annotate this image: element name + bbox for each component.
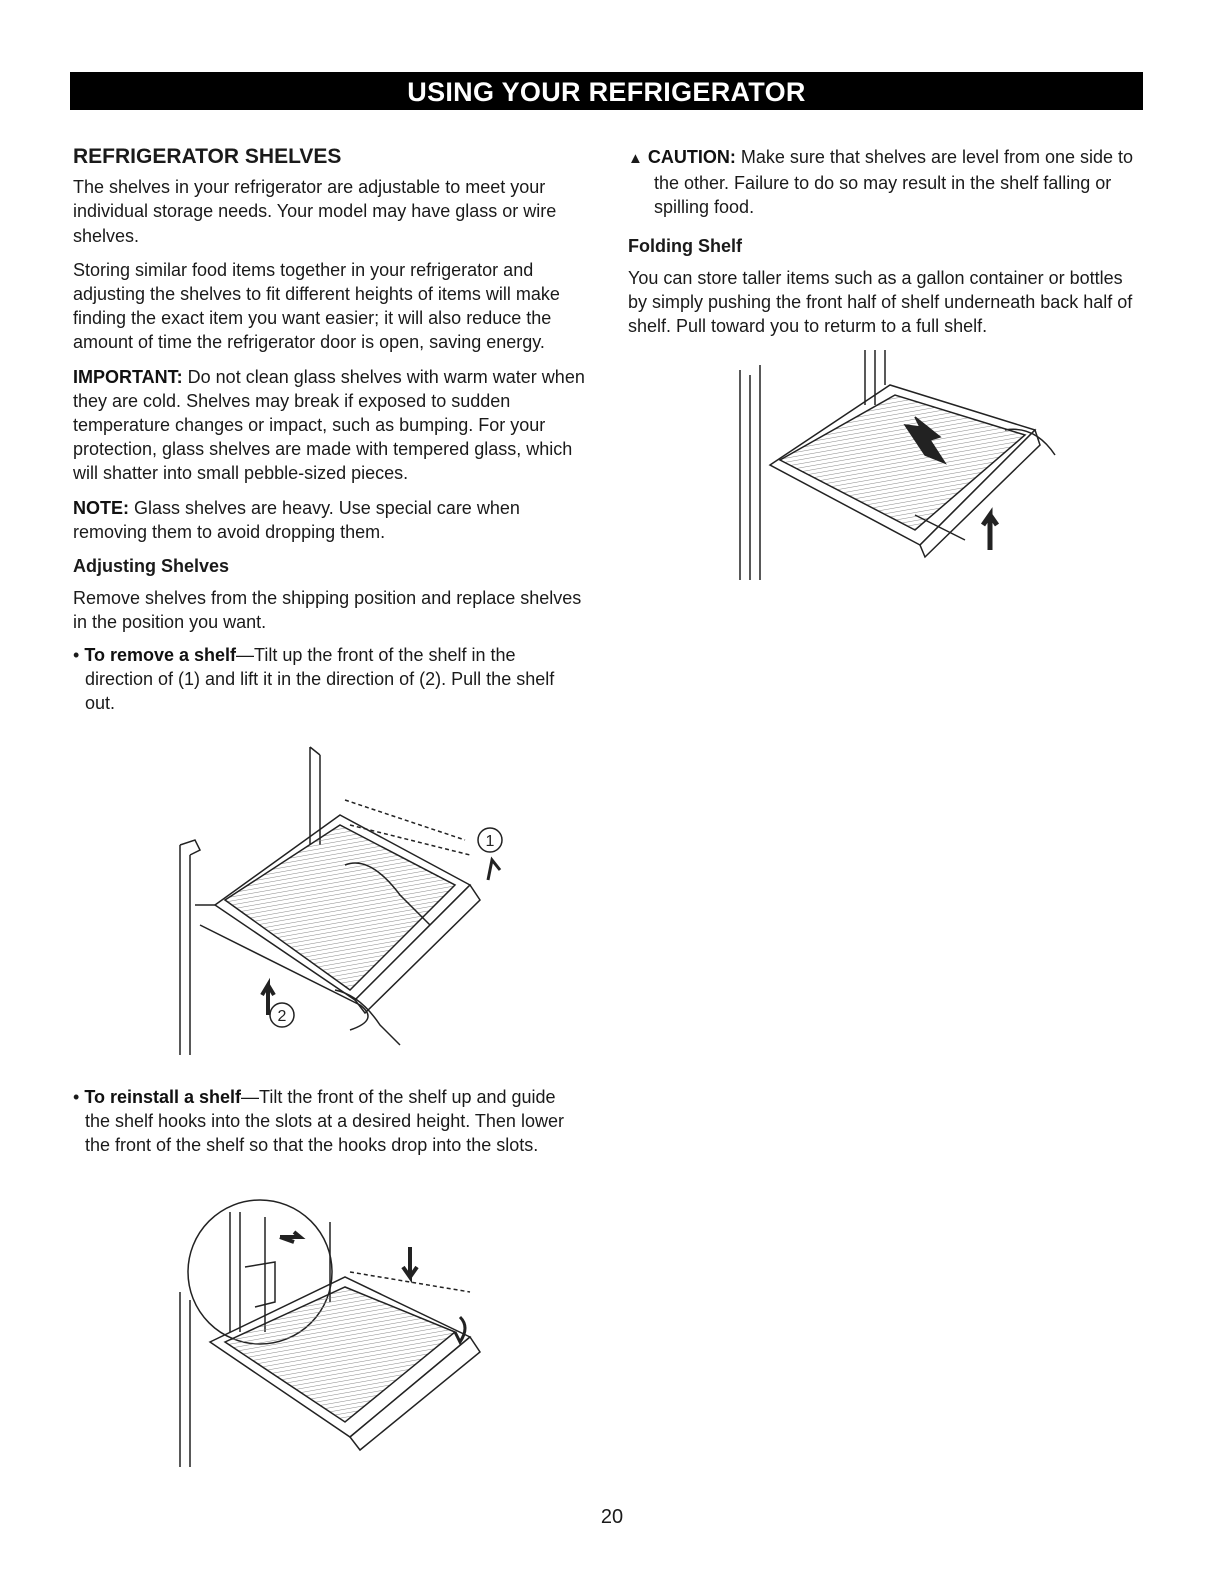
- storage-paragraph: Storing similar food items together in your refrigerator and adjusting the shelves to fit different heights of items will make finding the exact item you want easier; it will also reduce the amount of time the refrigerator door is open, saving energy.: [73, 259, 560, 353]
- reinstall-shelf-label: To reinstall a shelf: [84, 1087, 242, 1107]
- note-paragraph: [73, 496, 588, 544]
- page-number: 20: [600, 1506, 624, 1528]
- intro-paragraph: The shelves in your refrigerator are adjustable to meet your individual storage needs. Your model may have glass or wire shelves.: [73, 177, 557, 246]
- section-heading: REFRIGERATOR SHELVES: [73, 145, 342, 168]
- important-text: Do not clean glass shelves with warm water when they are cold. Shelves may break if exposed to sudden temperature changes or impact, such as bumping. For your protection, glass shelves are made with tempered glass, which will shatter into small pebble-sized pieces.: [73, 366, 585, 484]
- reinstall-shelf-illustration: [170, 1192, 500, 1472]
- reinstall-shelf-text: —Tilt the front of the shelf up and guide the shelf hooks into the slots at a desired height. Then lower the front of the shelf so that the hooks drop into the slots.: [85, 1087, 564, 1156]
- step-2-label: 2: [277, 1008, 287, 1025]
- reinstall-shelf-bullet: • To reinstall a shelf—Tilt the front of the shelf up and guide the shelf hooks into the slots at a desired height. Then lower the front of the shelf so that the hooks drop into the slots.: [73, 1087, 564, 1156]
- important-paragraph: [73, 365, 588, 486]
- folding-shelf-illustration: [735, 345, 1065, 585]
- step-1-label: 1: [485, 833, 495, 850]
- remove-shelf-illustration: [170, 745, 520, 1065]
- adjusting-paragraph: Remove shelves from the shipping position and replace shelves in the position you want.: [73, 588, 582, 633]
- warning-icon: ▲: [628, 150, 643, 167]
- remove-shelf-bullet: • To remove a shelf—Tilt up the front of the shelf in the direction of (1) and lift it in the direction of (2). Pull the shelf out.: [73, 644, 555, 714]
- caution-label: CAUTION:: [647, 147, 736, 167]
- remove-shelf-label: To remove a shelf: [84, 644, 237, 665]
- note-label: NOTE:: [73, 497, 129, 518]
- note-text: Glass shelves are heavy. Use special care when removing them to avoid dropping them.: [73, 497, 520, 542]
- folding-shelf-heading: Folding Shelf: [628, 235, 742, 256]
- remove-shelf-text: —Tilt up the front of the shelf in the direction of (1) and lift it in the direction of (2). Pull the shelf out.: [85, 644, 555, 714]
- important-label: IMPORTANT:: [73, 366, 183, 387]
- section-banner: USING YOUR REFRIGERATOR: [70, 72, 1143, 110]
- right-column: [628, 145, 1148, 338]
- folding-shelf-paragraph: You can store taller items such as a gallon container or bottles by simply pushing the front half of shelf underneath back half of shelf. Pull toward you to returm to a full shelf.: [628, 267, 1133, 337]
- caution-text: Make sure that shelves are level from one side to the other. Failure to do so may result in the shelf falling or spilling food.: [654, 147, 1134, 218]
- caution-paragraph: [628, 145, 1148, 220]
- adjusting-shelves-heading: Adjusting Shelves: [73, 556, 230, 577]
- left-column: [73, 145, 588, 715]
